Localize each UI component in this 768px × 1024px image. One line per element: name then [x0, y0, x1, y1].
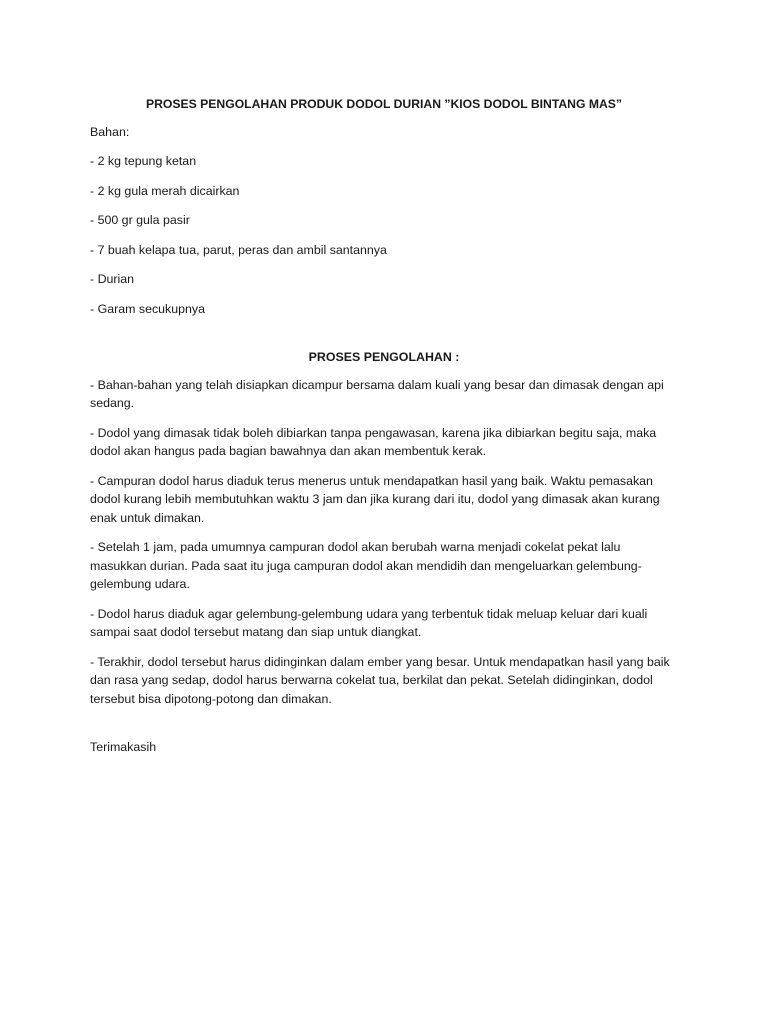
- process-step: - Dodol yang dimasak tidak boleh dibiarkan tanpa pengawasan, karena jika dibiarkan begitu saja, maka dodol akan hangus pada bagian bawahnya dan akan membentuk kerak.: [90, 425, 657, 458]
- closing-text: Terimakasih: [90, 740, 157, 754]
- ingredient-item: - 7 buah kelapa tua, parut, peras dan ambil santannya: [90, 242, 387, 257]
- process-step: - Campuran dodol harus diaduk terus menerus untuk mendapatkan hasil yang baik. Waktu pemasakan dodol kurang lebih membutuhkan waktu 3 jam dan jika kurang dari itu, dodol yang dimasak akan kurang enak untuk dimakan.: [90, 473, 660, 525]
- process-step: - Bahan-bahan yang telah disiapkan dicampur bersama dalam kuali yang besar dan dimasak dengan api sedang.: [90, 377, 664, 410]
- ingredients-list: [90, 152, 678, 318]
- ingredient-item: - Garam secukupnya: [90, 301, 206, 316]
- process-step: - Dodol harus diaduk agar gelembung-gelembung udara yang terbentuk tidak meluap keluar dari kuali sampai saat dodol tersebut matang dan siap untuk diangkat.: [90, 606, 648, 639]
- document-title: PROSES PENGOLAHAN PRODUK DODOL DURIAN ”KIOS DODOL BINTANG MAS”: [145, 97, 622, 111]
- process-step: - Terakhir, dodol tersebut harus didinginkan dalam ember yang besar. Untuk mendapatkan hasil yang baik dan rasa yang sedap, dodol harus berwarna cokelat tua, berkilat dan pekat. Setelah didinginkan, dodol tersebut bisa dipotong-potong dan dimakan.: [90, 654, 670, 706]
- ingredient-item: - Durian: [90, 272, 135, 286]
- process-steps: [90, 376, 678, 709]
- ingredient-item: - 2 kg gula merah dicairkan: [90, 183, 240, 198]
- process-title: PROSES PENGOLAHAN :: [308, 350, 460, 364]
- ingredient-item: - 500 gr gula pasir: [90, 213, 190, 227]
- ingredient-item: - 2 kg tepung ketan: [90, 154, 197, 168]
- document-body: [90, 95, 678, 757]
- process-step: - Setelah 1 jam, pada umumnya campuran dodol akan berubah warna menjadi cokelat pekat lalu masukkan durian. Pada saat itu juga campuran dodol akan mendidih dan mengeluarkan gelembung-gelembung udara.: [90, 540, 642, 591]
- ingredients-label: Bahan:: [90, 124, 130, 139]
